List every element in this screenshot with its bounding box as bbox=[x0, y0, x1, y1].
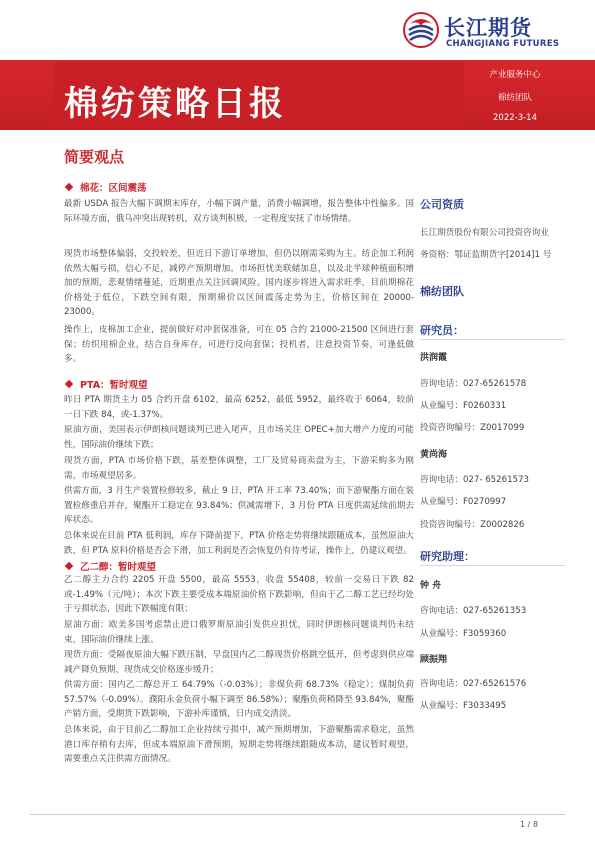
researcher-advisor-number: 投资咨询编号：Z0002826 bbox=[420, 520, 525, 530]
meg-paragraph: 总体来说，由于目前乙二醇加工企业持续亏损中，减产预期增加，下游聚酯需求稳定，虽然港口库存稍有去库，但成本端原油下滑预期，短期走势将继续跟随成本动，建议暂时观望，需要重点关注供需方面情况。 bbox=[64, 725, 414, 765]
researcher-name: 洪润霞 bbox=[420, 353, 448, 363]
cotton-paragraph: 操作上，皮棉加工企业，提前做好对冲套保准备，可在 05 合约 21000-21500 区间进行套保；纺织用棉企业，结合自身库存，可进行反向套保；投机者，注意投资节奏，可逢低做多。 bbox=[64, 325, 414, 365]
company-logo bbox=[402, 8, 562, 54]
diamond-bullet-icon bbox=[65, 380, 73, 388]
meg-paragraph: 供需方面：国内乙二醇总开工 64.79%（-0.03%）；非煤负荷 68.73%（稳定）；煤制负荷 57.57%（-0.09%）。濮阳永金负荷小幅下调至 86.58%）；聚酯负荷稍降至 93.84%，聚酯产销方面，受期货下跌影响，下游补库谨慎，日内成交清淡。 bbox=[64, 680, 414, 720]
researchers-heading: 研究员： bbox=[420, 324, 464, 337]
meg-paragraph: 乙二醇主力合约 2205 开盘 5500，最高 5553，收盘 55408，较前一交易日下跌 82 或-1.49%（元/吨）；本次下跌主要受成本端原油价格下跌影响，但由于乙二醇工艺已经均处于亏损状态，因此下跌幅度有限； bbox=[64, 575, 414, 615]
logo-text-cn: 长江期货 bbox=[444, 16, 532, 40]
assistants-heading: 研究助理： bbox=[420, 550, 475, 563]
company-qualification-text: 务资格：鄂证监期货字[2014]1 号 bbox=[420, 250, 552, 260]
company-qualification-text: 长江期货股份有限公司投资咨询业 bbox=[420, 228, 549, 238]
cotton-paragraph: 最新 USDA 报告大幅下调期末库存，小幅下调产量，消费小幅调增，报告整体中性偏多。国际环境方面，俄乌冲突出现转机，双方谈判积极，一定程度安抚了市场情绪。 bbox=[64, 199, 414, 224]
logo-text-en: CHANGJIANG FUTURES bbox=[446, 39, 560, 49]
cotton-heading: 棉花：区间震荡 bbox=[64, 180, 147, 194]
assistant-name: 顾振翔 bbox=[420, 655, 448, 665]
diamond-bullet-icon bbox=[65, 562, 73, 570]
diamond-bullet-icon bbox=[65, 183, 73, 191]
department-label: 产业服务中心 bbox=[489, 70, 541, 80]
pta-paragraph: 总体来说在目前 PTA 低利润，库存下降前提下，PTA 价格走势将继续跟随成本，虽然原油大跌，但 PTA 原料价格是否会下滑，加工利润是否会恢复仍有待考证，操作上，仍建议观望。 bbox=[64, 531, 414, 556]
pta-heading: PTA：暂时观望 bbox=[64, 377, 148, 391]
assistant-phone: 咨询电话：027-65261576 bbox=[420, 679, 527, 689]
pta-paragraph: 昨日 PTA 期货主力 05 合约开盘 6102，最高 6252，最低 5952，最终收于 6064，较前一日下跌 84，或-1.37%。 bbox=[64, 395, 414, 420]
assistant-license: 从业编号：F3033495 bbox=[420, 701, 507, 711]
pta-paragraph: 原油方面，美国表示伊朗核问题谈判已进入尾声，且市场关注 OPEC+加大增产力度的可能性，国际油价继续下跌； bbox=[64, 425, 414, 450]
assistant-phone: 咨询电话：027-65261353 bbox=[420, 606, 527, 616]
researcher-phone: 咨询电话：027- 65261573 bbox=[420, 475, 529, 485]
researcher-license: 从业编号：F0270997 bbox=[420, 497, 507, 507]
report-title: 棉纺策略日报 bbox=[64, 84, 286, 124]
pta-paragraph: 现货方面，PTA 市场价格下跌，基差整体调整，工厂及贸易商卖盘为主，下游采购多为刚需，市场观望居多。 bbox=[64, 456, 414, 481]
divider bbox=[420, 339, 565, 340]
assistant-name: 钟 舟 bbox=[420, 581, 442, 591]
meg-paragraph: 原油方面：欧美多国考虑禁止进口俄罗斯原油引发供应担忧，同时伊朗核问题谈判仍未结束，国际油价继续上涨。 bbox=[64, 620, 414, 645]
assistant-license: 从业编号：F3059360 bbox=[420, 629, 507, 639]
researcher-phone: 咨询电话：027-65261578 bbox=[420, 379, 527, 389]
section-title: 简要观点 bbox=[64, 148, 125, 166]
researcher-license: 从业编号：F0260331 bbox=[420, 401, 507, 411]
meg-heading: 乙二醇：暂时观望 bbox=[64, 559, 156, 573]
meg-paragraph: 现货方面：受隔夜原油大幅下跌压制，早盘国内乙二醇现货价格跳空低开，但考虑到供应端减产降负预期，现货成交价格逐步缓升； bbox=[64, 650, 414, 675]
footer-divider bbox=[30, 814, 565, 815]
changjiang-futures-logo-icon bbox=[402, 10, 440, 50]
report-date: 2022-3-14 bbox=[493, 113, 537, 123]
divider bbox=[420, 565, 565, 566]
pta-paragraph: 供需方面，3 月生产装置检修较多，截止 9 日，PTA 开工率 73.40%；而下游聚酯方面在装置检修重启并存，聚酯开工稳定在 93.84%；供减需增下，3 月份 PTA 日度供需延续前期去库状态。 bbox=[64, 486, 414, 526]
team-label: 棉纺团队 bbox=[497, 93, 532, 103]
page-number: 1 / 8 bbox=[520, 820, 538, 829]
cotton-paragraph: 现货市场整体偏弱，交投较差，但近日下游订单增加，但仍以刚需采购为主。纺企加工利润依然大幅亏损，信心不足，减停产预期增加。市场担忧美联储加息，以及北半球种植面积增加的预期，悲观情绪蔓延，近期重点关注回调风险。国内逐步将进入需求旺季，目前期棉花价格处于低位，下跌空间有限，预期棉价以区间震荡走势为主，价格区间在 20000-23000。 bbox=[64, 249, 414, 318]
company-qualification-heading: 公司资质 bbox=[420, 198, 464, 211]
team-heading: 棉纺团队 bbox=[420, 285, 464, 298]
researcher-advisor-number: 投资咨询编号：Z0017099 bbox=[420, 423, 525, 433]
researcher-name: 黄尚海 bbox=[420, 450, 448, 460]
